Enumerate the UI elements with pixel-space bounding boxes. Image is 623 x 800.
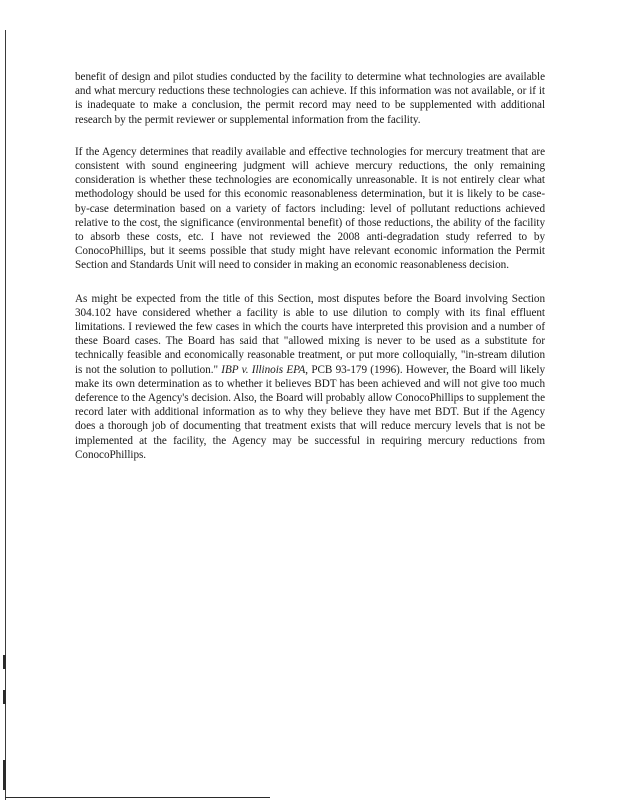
document-body <box>75 70 545 480</box>
paragraph-board-disputes-text: As might be expected from the title of this Section, most disputes before the Board involving Section 304.102 have considered whether a facility is able to use dilution to comply with its final effluent limitations. I reviewed the few cases in which the courts have interpreted this provision and a number of these Board cases. The Board has said that "allowed mixing is never to be used as a substitute for technically feasible and economically reasonable treatment, or put more colloquially, "in-stream dilution is not the solution to pollution." <box>75 292 545 376</box>
paragraph-pilot-studies: benefit of design and pilot studies conducted by the facility to determine what technologies are available and what mercury reductions these technologies can achieve. If this information was not available, or if it is inadequate to make a conclusion, the permit record may need to be supplemented with additional research by the permit reviewer or supplemental information from the facility. <box>75 71 545 126</box>
scan-bottom-edge <box>5 797 270 798</box>
case-citation: IBP v. Illinois EPA <box>221 363 306 376</box>
scan-margin-mark <box>3 690 6 704</box>
paragraph-board-disputes-text-cont: , PCB 93-179 (1996). However, the Board will likely make its own determination as to whether it believes BDT has been achieved and will not give too much deference to the Agency's decision. Also, the Board will probably allow ConocoPhillips to supplement the record later with additional information as to why they believe they have met BDT. But if the Agency does a thorough job of documenting that treatment exists that will reduce mercury levels that is not be implemented at the facility, the Agency may be successful in requiring mercury reductions from ConocoPhillips. <box>75 363 546 461</box>
scan-margin-mark <box>3 760 6 790</box>
scan-left-edge <box>5 30 6 800</box>
paragraph-board-disputes <box>75 292 545 462</box>
scan-margin-mark <box>3 655 6 669</box>
paragraph-economic-reasonableness: If the Agency determines that readily available and effective technologies for mercury treatment that are consistent with sound engineering judgment will achieve mercury reductions, the only remaining consideration is whether these technologies are economically unreasonable. It is not entirely clear what methodology should be used for this economic reasonableness determination, but it is likely to be case-by-case determination based on a variety of factors including: level of pollutant reductions achieved relative to the cost, the significance (environmental benefit) of those reductions, the ability of the facility to absorb these costs, etc. I have not reviewed the 2008 anti-degradation study referred to by ConocoPhillips, but it seems possible that study might have relevant economic information the Permit Section and Standards Unit will need to consider in making an economic reasonableness decision. <box>75 145 545 272</box>
